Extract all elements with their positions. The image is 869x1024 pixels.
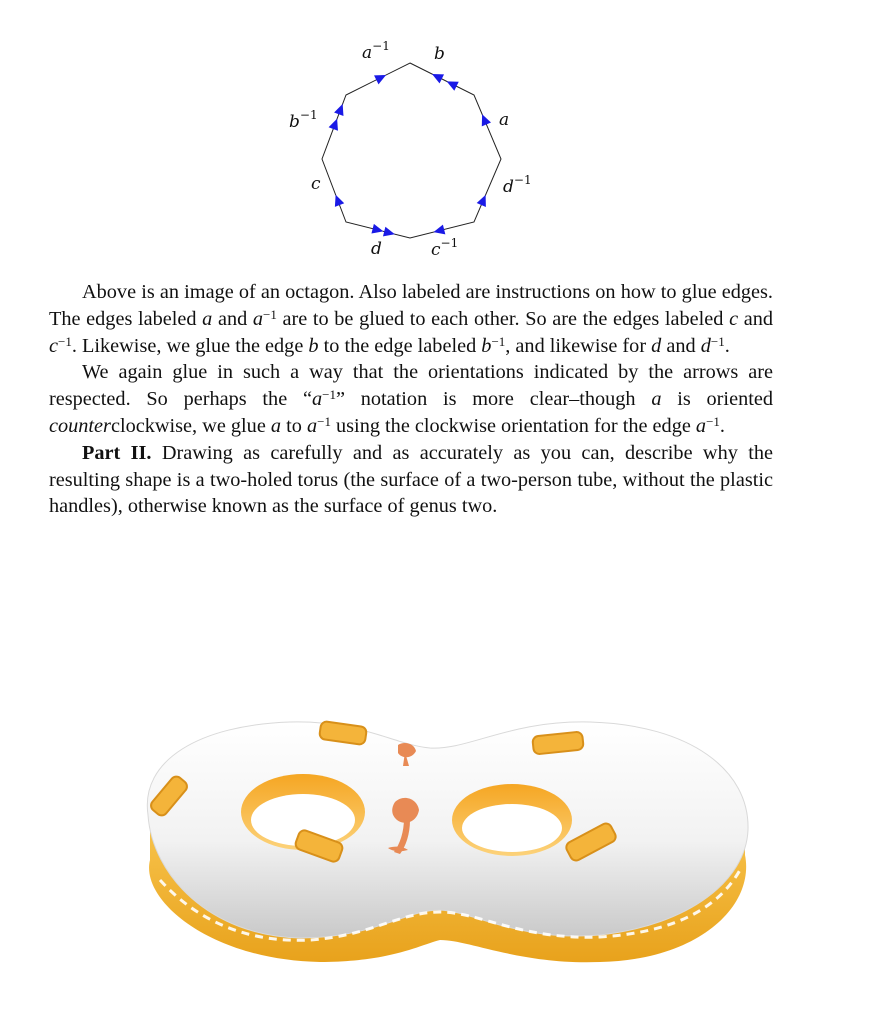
label-c-inverse: $c^{-1}$ [431, 236, 459, 260]
paragraph-2: We again glue in such a way that the orientations indicated by the arrows are respected. So perhaps the “$a^{-1}$” notation is more clear–though a is oriented counterclockwise, we glue a to $a^{-1}$ using the clockwise orientation for the edge $a^{-1}$. [49, 361, 773, 437]
label-a: a [499, 110, 510, 130]
paragraph-1: Above is an image of an octagon. Also labeled are instructions on how to glue edges. The edges labeled a and $a^{-1}$ are to be glued to each other. So are the edges labeled c and $c^{-1}$. Likewise, we glue the edge b to the edge labeled $b^{-1}$, and likewise for d and $d^{-1}$. [49, 281, 773, 357]
label-d: d [371, 239, 382, 259]
tube-body [147, 722, 748, 938]
label-b: b [434, 44, 445, 64]
part-heading: Part II. [82, 441, 152, 464]
label-d-inverse: $d^{-1}$ [503, 173, 532, 197]
label-a-inverse: $a^{-1}$ [362, 39, 390, 63]
paragraph-3: Part II. Drawing as carefully and as accurately as you can, describe why the resulting shape is a two-holed torus (the surface of a two-person tube, without the plastic handles), otherwise known as the surface of genus two. [49, 441, 773, 518]
right-hole-inner [462, 804, 562, 852]
label-c: c [311, 174, 321, 194]
handle-top-right [532, 731, 584, 754]
label-b-inverse: $b^{-1}$ [289, 108, 318, 132]
